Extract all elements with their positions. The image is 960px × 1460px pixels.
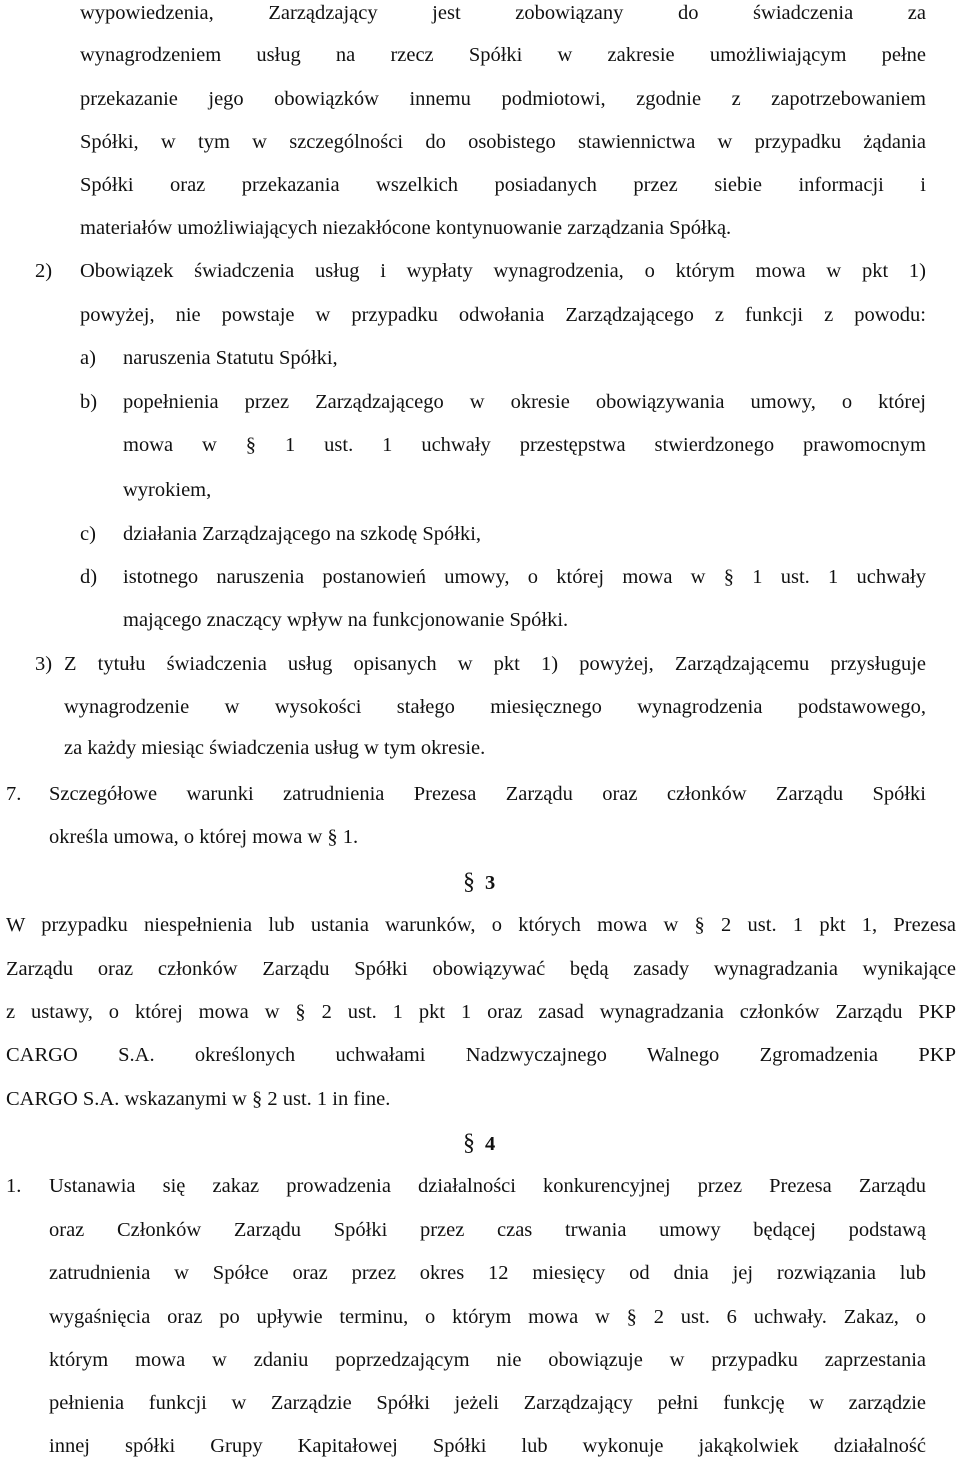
list-marker: a) — [80, 347, 96, 369]
text-line: oraz Członków Zarządu Spółki przez czas trwania umowy będącej podstawą — [49, 1219, 926, 1241]
text-line: CARGO S.A. wskazanymi w § 2 ust. 1 in fine. — [6, 1088, 391, 1110]
text-line: działania Zarządzającego na szkodę Spółki, — [123, 523, 482, 545]
text-line: wygaśnięcia oraz po upływie terminu, o którym mowa w § 2 ust. 6 uchwały. Zakaz, o — [49, 1306, 926, 1328]
text-line: popełnienia przez Zarządzającego w okresie obowiązywania umowy, o której — [123, 391, 926, 413]
section-symbol: § — [463, 869, 475, 895]
text-line: materiałów umożliwiających niezakłócone kontynuowanie zarządzania Spółką. — [80, 217, 732, 239]
text-line: Obowiązek świadczenia usług i wypłaty wynagrodzenia, o którym mowa w pkt 1) — [80, 260, 926, 282]
text-line: Zarządu oraz członków Zarządu Spółki obowiązywać będą zasady wynagradzania wynikające — [6, 958, 956, 980]
text-line: Spółki oraz przekazania wszelkich posiadanych przez siebie informacji i — [80, 174, 926, 196]
list-marker: 3) — [35, 653, 53, 675]
text-line: Ustanawia się zakaz prowadzenia działalności konkurencyjnej przez Prezesa Zarządu — [49, 1175, 926, 1197]
text-line: zatrudnienia w Spółce oraz przez okres 12 miesięcy od dnia jej rozwiązania lub — [49, 1262, 926, 1284]
list-marker: d) — [80, 566, 98, 588]
list-marker: 1. — [6, 1175, 22, 1197]
text-line: przekazanie jego obowiązków innemu podmiotowi, zgodnie z zapotrzebowaniem — [80, 88, 926, 110]
text-line: naruszenia Statutu Spółki, — [123, 347, 338, 369]
list-marker: b) — [80, 391, 98, 413]
section-number: 3 — [485, 872, 496, 894]
text-line: CARGO S.A. określonych uchwałami Nadzwyczajnego Walnego Zgromadzenia PKP — [6, 1044, 956, 1066]
list-marker: 2) — [35, 260, 53, 282]
text-line: W przypadku niespełnienia lub ustania warunków, o których mowa w § 2 ust. 1 pkt 1, Prezesa — [6, 914, 956, 936]
text-line: określa umowa, o której mowa w § 1. — [49, 826, 359, 848]
text-line: powyżej, nie powstaje w przypadku odwołania Zarządzającego z funkcji z powodu: — [80, 304, 926, 326]
text-line: pełnienia funkcji w Zarządzie Spółki jeżeli Zarządzający pełni funkcję w zarządzie — [49, 1392, 926, 1414]
section-number: 4 — [485, 1133, 496, 1155]
text-line: mowa w § 1 ust. 1 uchwały przestępstwa stwierdzonego prawomocnym — [123, 434, 926, 456]
text-line: innej spółki Grupy Kapitałowej Spółki lub wykonuje jakąkolwiek działalność — [49, 1435, 926, 1457]
text-line: wynagrodzenie w wysokości stałego miesięcznego wynagrodzenia podstawowego, — [64, 696, 926, 718]
text-line: wynagrodzeniem usług na rzecz Spółki w zakresie umożliwiającym pełne — [80, 44, 926, 66]
text-line: Spółki, w tym w szczególności do osobistego stawiennictwa w przypadku żądania — [80, 131, 926, 153]
text-line: istotnego naruszenia postanowień umowy, o której mowa w § 1 ust. 1 uchwały — [123, 566, 926, 588]
list-marker: 7. — [6, 783, 22, 805]
text-line: wyrokiem, — [123, 479, 212, 501]
list-marker: c) — [80, 523, 96, 545]
section-symbol: § — [463, 1130, 475, 1156]
text-line: którym mowa w zdaniu poprzedzającym nie obowiązuje w przypadku zaprzestania — [49, 1349, 926, 1371]
text-line: mającego znaczący wpływ na funkcjonowanie Spółki. — [123, 609, 569, 631]
text-line: Z tytułu świadczenia usług opisanych w pkt 1) powyżej, Zarządzającemu przysługuje — [64, 653, 926, 675]
section-heading — [463, 1130, 495, 1157]
text-line: z ustawy, o której mowa w § 2 ust. 1 pkt 1 oraz zasad wynagradzania członków Zarządu PKP — [6, 1001, 956, 1023]
text-line: Szczegółowe warunki zatrudnienia Prezesa Zarządu oraz członków Zarządu Spółki — [49, 783, 926, 805]
section-heading — [463, 869, 495, 896]
text-line: za każdy miesiąc świadczenia usług w tym okresie. — [64, 737, 486, 759]
text-line: wypowiedzenia, Zarządzający jest zobowiązany do świadczenia za — [80, 2, 926, 24]
